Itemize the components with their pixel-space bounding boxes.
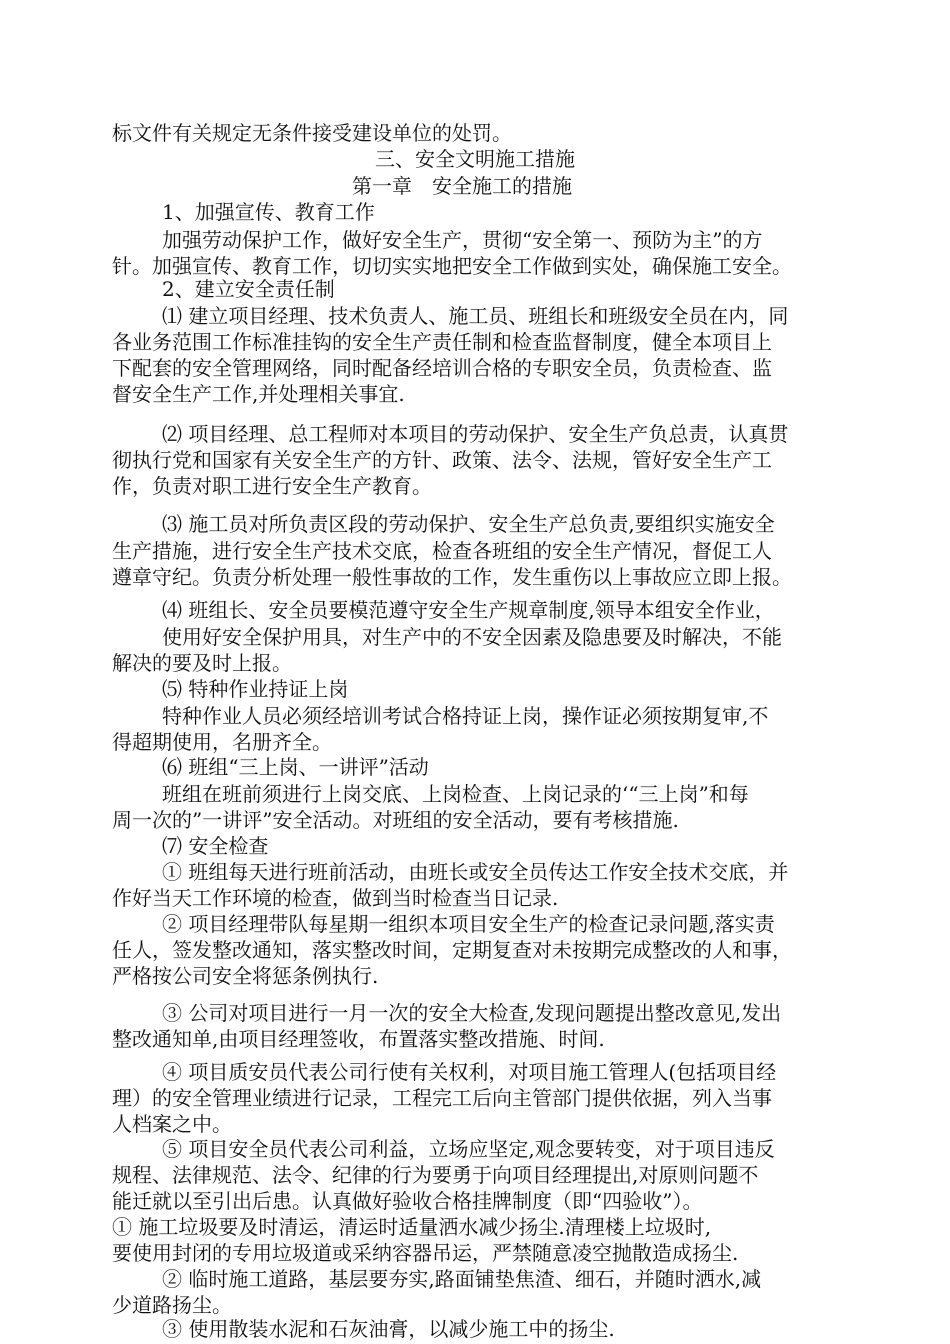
body-line: 班组在班前须进行上岗交底、上岗检查、上岗记录的‘“三上岗”和每 [162,782,749,806]
body-line: ① 施工垃圾要及时清运，清运时适量洒水减少扬尘.清理楼上垃圾时, [112,1215,712,1239]
subheading: ⑺ 安全检查 [162,834,269,858]
body-line: 理）的安全管理业绩进行记录，工程完工后向主管部门提供依据，列入当事 [112,1086,772,1110]
body-line: 督安全生产工作,并处理相关事宜. [112,382,405,406]
body-line: 遵章守纪。负责分析处理一般性事故的工作，发生重伤以上事故应立即上报。 [112,565,792,589]
body-line: 要使用封闭的专用垃圾道或采纳容器吊运，严禁随意凌空抛散造成扬尘. [112,1241,739,1265]
body-line: 人档案之中。 [112,1112,232,1136]
body-line: 作好当天工作环境的检查，做到当时检查当日记录. [112,886,559,910]
body-line: ⑴ 建立项目经理、技术负责人、施工员、班组长和班级安全员在内，同 [162,304,789,328]
body-line: ③ 使用散装水泥和石灰油膏，以减少施工中的扬尘. [162,1317,615,1341]
body-line: ① 班组每天进行班前活动，由班长或安全员传达工作安全技术交底，并 [162,860,789,884]
body-line: 解决的要及时上报。 [112,651,292,675]
subheading: 1、加强宣传、教育工作 [162,200,375,224]
body-line: 加强劳动保护工作，做好安全生产，贯彻“安全第一、预防为主”的方 [162,228,763,252]
body-line: 少道路扬尘。 [112,1293,232,1317]
body-line: 整改通知单,由项目经理签收，布置落实整改措施、时间. [112,1027,605,1051]
body-line: 各业务范围工作标准挂钩的安全生产责任制和检查监督制度，健全本项目上 [112,330,772,354]
body-line: ⑵ 项目经理、总工程师对本项目的劳动保护、安全生产负总责，认真贯 [162,422,789,446]
body-line: 针。加强宣传、教育工作，切切实实地把安全工作做到实处，确保施工安全。 [112,254,792,278]
body-line: 得超期使用，名册齐全。 [112,730,332,754]
subheading: 2、建立安全责任制 [162,277,335,301]
body-line: 特种作业人员必须经培训考试合格持证上岗，操作证必须按期复审,不 [162,704,769,728]
body-line: 严格按公司安全将惩条例执行. [112,964,379,988]
body-line: 作，负责对职工进行安全生产教育。 [112,474,432,498]
body-line: ⑤ 项目安全员代表公司利益，立场应坚定,观念要转变，对于项目违反 [162,1137,775,1161]
body-line: ④ 项目质安员代表公司行使有关权利，对项目施工管理人(包括项目经 [162,1060,777,1084]
body-line: 生产措施，进行安全生产技术交底，检查各班组的安全生产情况，督促工人 [112,539,772,563]
body-line: ② 项目经理带队每星期一组织本项目安全生产的检查记录问题,落实责 [162,912,775,936]
subheading: ⑹ 班组“三上岗、一讲评”活动 [162,755,429,779]
body-line: ③ 公司对项目进行一月一次的安全大检查,发现问题提出整改意见,发出 [162,1001,782,1025]
body-line: 周一次的”一讲评”安全活动。对班组的安全活动，要有考核措施. [112,808,679,832]
body-line: 能迁就以至引出后患。认真做好验收合格挂牌制度（即“四验收”）。 [112,1189,703,1213]
subheading: ⑸ 特种作业持证上岗 [162,677,349,701]
chapter-heading: 第一章 安全施工的措施 [352,174,572,198]
body-line: 任人，签发整改通知，落实整改时间，定期复查对未按期完成整改的人和事， [112,938,792,962]
body-line: ⑶ 施工员对所负责区段的劳动保护、安全生产总负责,要组织实施安全 [162,512,775,536]
body-line: ⑷ 班组长、安全员要模范遵守安全生产规章制度,领导本组安全作业， [162,598,775,622]
body-line: 使用好安全保护用具，对生产中的不安全因素及隐患要及时解决，不能 [162,625,782,649]
body-line: 规程、法律规范、法令、纪律的行为要勇于向项目经理提出,对原则问题不 [112,1163,759,1187]
body-line: 彻执行党和国家有关安全生产的方针、政策、法令、法规，管好安全生产工 [112,448,772,472]
body-line: ② 临时施工道路，基层要夯实,路面铺垫焦渣、细石，并随时洒水,减 [162,1267,762,1291]
body-line: 标文件有关规定无条件接受建设单位的处罚。 [112,121,512,145]
section-heading: 三、安全文明施工措施 [375,147,575,171]
body-line: 下配套的安全管理网络，同时配备经培训合格的专职安全员，负责检查、监 [112,356,772,380]
